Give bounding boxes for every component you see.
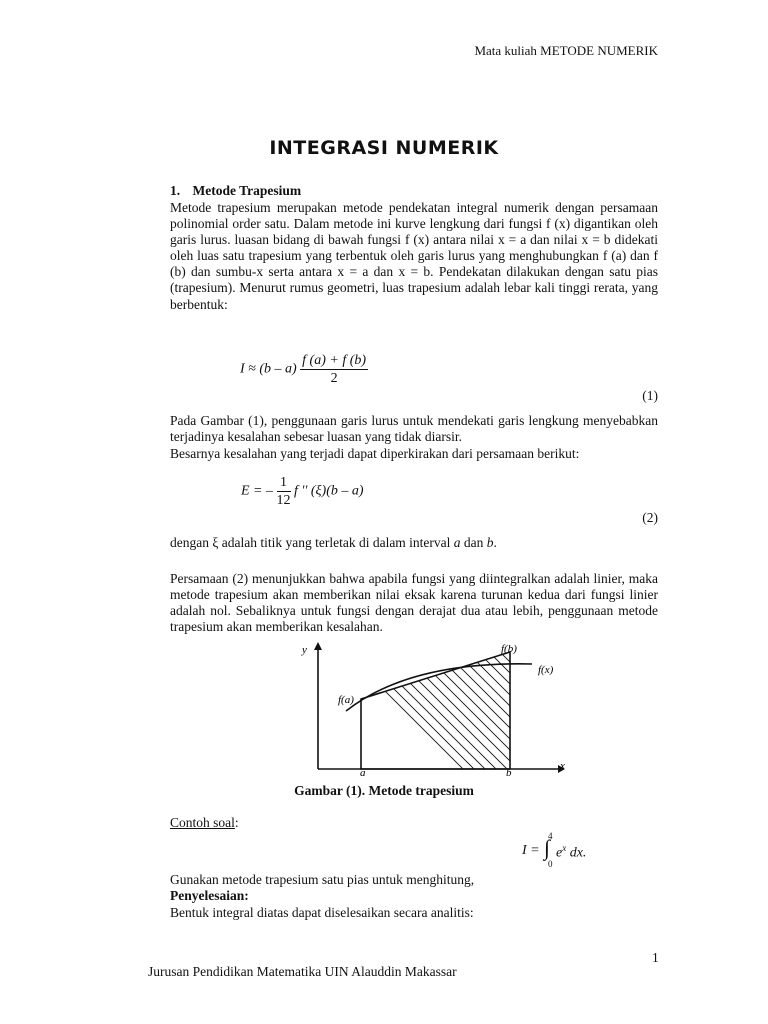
section-number: 1. xyxy=(170,183,181,198)
trapezoid-figure xyxy=(290,636,580,782)
equation-1 xyxy=(240,352,368,387)
equation-2 xyxy=(241,474,364,509)
hatch-line xyxy=(462,636,580,771)
intro-paragraph: Metode trapesium merupakan metode pendekatan integral numerik dengan persamaan polinomial order satu. Dalam metode ini kurve lengkung dari fungsi f (x) digantikan oleh garis lurus. luasan bidang di bawah fungsi f (x) antara nilai x = a dan nilai x = b didekati oleh luas satu trapesium yang terbentuk oleh garis lurus yang menghubungkan f (a) dan f (b) dan sumbu-x serta antara x = a dan x = b. Pendekatan dilakukan dengan satu pias (trapesium). Menurut rumus geometri, luas trapesium adalah lebar kali tinggi rerata, yang berbentuk: xyxy=(170,200,658,312)
function-curve xyxy=(346,664,532,711)
page-footer: Jurusan Pendidikan Matematika UIN Alauddin Makassar xyxy=(148,964,457,979)
section-title: Metode Trapesium xyxy=(192,183,302,198)
example-integral xyxy=(522,833,642,871)
fx-label: f(x) xyxy=(538,664,554,676)
paragraph-figure-reference: Pada Gambar (1), penggunaan garis lurus untuk mendekati garis lengkung menyebabkan terjadinya kesalahan sebesar luasan yang tidak diarsir. xyxy=(170,413,658,445)
hatch-line xyxy=(363,636,498,771)
hatched-trapezoid-area xyxy=(330,636,580,771)
page-title: INTEGRASI NUMERIK xyxy=(269,137,499,159)
hatch-line xyxy=(528,636,580,771)
equation-2-numerator: 1 xyxy=(277,474,291,492)
example-heading: Contoh soal: xyxy=(170,815,239,830)
integral-lhs: I = xyxy=(522,843,540,858)
paragraph-solution: Bentuk integral diatas dapat diselesaikan secara analitis: xyxy=(170,905,474,920)
paragraph-example-task: Gunakan metode trapesium satu pias untuk menghitung, xyxy=(170,872,475,887)
fa-label: f(a) xyxy=(338,694,354,706)
hatch-line xyxy=(451,636,580,771)
equation-1-number: (1) xyxy=(642,388,658,403)
hatch-line xyxy=(385,636,520,771)
fb-label: f(b) xyxy=(501,643,517,655)
solution-heading: Penyelesaian: xyxy=(170,888,249,903)
section-heading xyxy=(170,183,301,199)
y-axis-label: y xyxy=(302,644,307,656)
equation-2-number: (2) xyxy=(642,510,658,525)
integral-lower-limit: 0 xyxy=(548,859,553,869)
hatch-line xyxy=(407,636,542,771)
equation-2-rhs: f '' (ξ)(b – a) xyxy=(294,483,364,499)
page-header: Mata kuliah METODE NUMERIK xyxy=(474,43,658,58)
paragraph-error-intro: Besarnya kesalahan yang terjadi dapat diperkirakan dari persamaan berikut: xyxy=(170,446,580,461)
equation-2-denominator: 12 xyxy=(276,493,291,508)
equation-2-lhs: E = – xyxy=(241,483,273,499)
y-axis-arrow xyxy=(314,642,322,650)
trapezoid-outline xyxy=(361,652,510,769)
equation-2-fraction xyxy=(277,474,291,509)
paragraph-xi-definition: dengan ξ adalah titik yang terletak di dalam interval a dan b. xyxy=(170,535,497,550)
integral-sign-icon: ∫ xyxy=(544,835,551,860)
page-number: 1 xyxy=(652,950,659,965)
equation-1-fraction xyxy=(300,352,368,387)
hatch-line xyxy=(506,636,580,771)
paragraph-linear-exact: Persamaan (2) menunjukkan bahwa apabila fungsi yang diintegralkan adalah linier, maka metode trapesium akan memberikan nilai eksak karena turunan kedua dari fungsi linier adalah nol. Sebaliknya untuk fungsi dengan derajat dua atau lebih, penggunaan metode trapesium akan memberikan kesalahan. xyxy=(170,571,658,635)
equation-1-lhs: I ≈ (b – a) xyxy=(240,361,297,377)
hatch-line xyxy=(517,636,580,771)
figure-caption: Gambar (1). Metode trapesium xyxy=(294,783,474,798)
b-label: b xyxy=(506,767,512,779)
integral-expression: $e^x$ dx. xyxy=(556,843,587,861)
hatch-line xyxy=(352,636,487,771)
equation-1-numerator: f (a) + f (b) xyxy=(302,353,367,368)
hatch-line xyxy=(418,636,553,771)
a-label: a xyxy=(360,767,366,779)
hatch-line xyxy=(374,636,509,771)
x-axis-label: x xyxy=(560,760,565,772)
hatch-line xyxy=(440,636,575,771)
integral-upper-limit: 4 xyxy=(548,831,553,841)
equation-1-denominator: 2 xyxy=(330,371,338,386)
